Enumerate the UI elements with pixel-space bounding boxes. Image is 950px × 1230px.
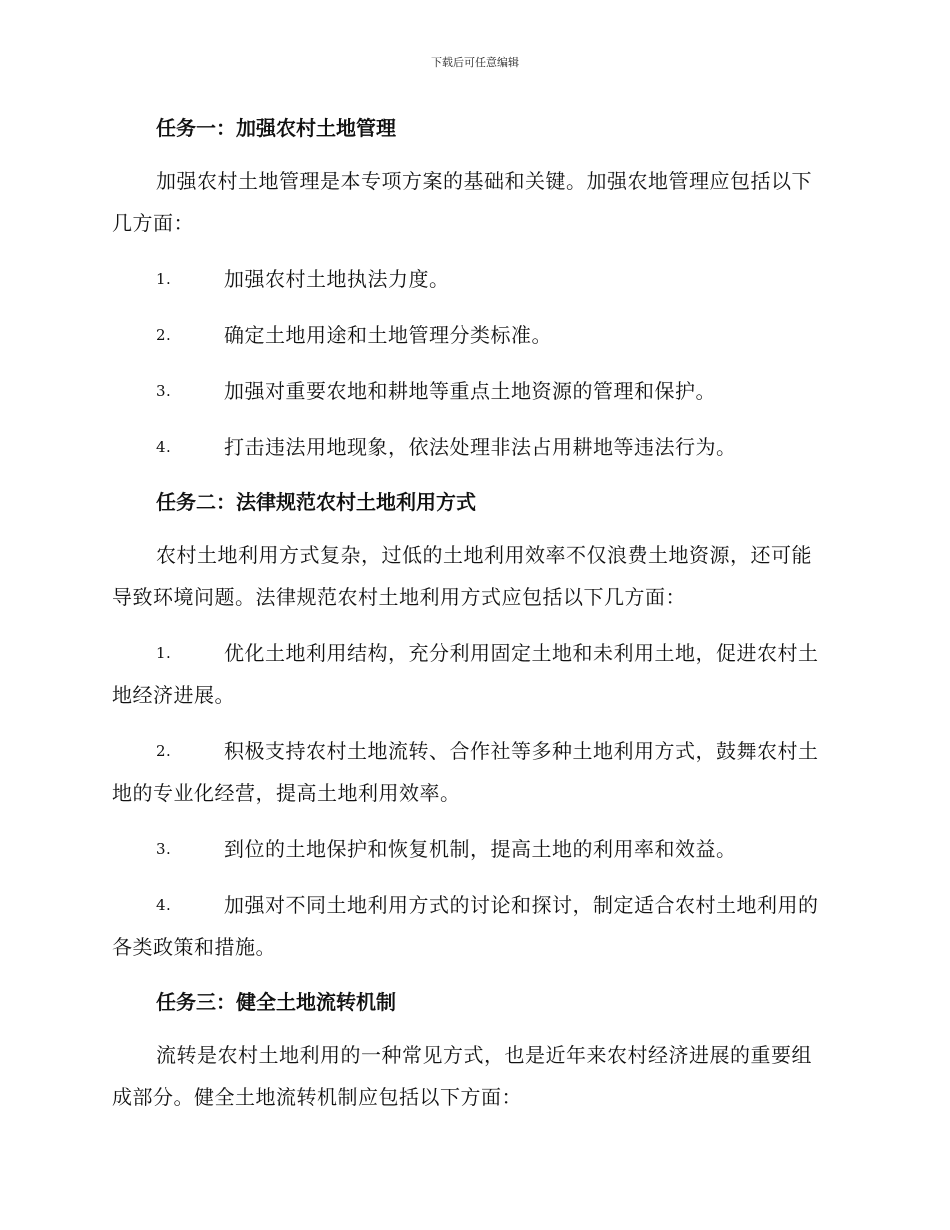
list-number: 1. [156,270,172,288]
section-1-item-3 [112,370,832,412]
list-number: 4. [156,896,172,914]
section-2-item-1 [112,632,832,716]
list-number: 1. [156,644,172,662]
section-3-heading: 任务三：健全土地流转机制 [156,990,396,1014]
section-1-intro: 加强农村土地管理是本专项方案的基础和关键。加强农地管理应包括以下几方面： [112,169,812,235]
list-item-text: 确定土地用途和土地管理分类标准。 [224,323,552,347]
section-1-item-1 [112,258,832,300]
list-item-text: 优化土地利用结构，充分利用固定土地和未利用土地，促进农村土地经济进展。 [112,641,819,707]
section-2-intro: 农村土地利用方式复杂，过低的土地利用效率不仅浪费土地资源，还可能导致环境问题。法律规范农村土地利用方式应包括以下几方面： [112,543,812,609]
list-number: 3. [156,382,172,400]
list-item-text: 加强对重要农地和耕地等重点土地资源的管理和保护。 [224,379,716,403]
section-1-item-4 [112,426,832,468]
section-2-item-3 [112,828,832,870]
page-header: 下载后可任意编辑 [431,56,519,69]
section-1-heading: 任务一：加强农村土地管理 [156,116,396,140]
list-number: 2. [156,326,172,344]
list-number: 2. [156,742,172,760]
list-item-text: 加强对不同土地利用方式的讨论和探讨，制定适合农村土地利用的各类政策和措施。 [112,893,819,959]
list-item-text: 打击违法用地现象，依法处理非法占用耕地等违法行为。 [224,435,737,459]
section-2-item-2 [112,730,832,814]
section-3-intro: 流转是农村土地利用的一种常见方式，也是近年来农村经济进展的重要组成部分。健全土地流转机制应包括以下方面： [112,1043,812,1109]
section-1-item-2 [112,314,832,356]
list-item-text: 积极支持农村土地流转、合作社等多种土地利用方式，鼓舞农村土地的专业化经营，提高土地利用效率。 [112,739,819,805]
list-item-text: 加强农村土地执法力度。 [224,267,450,291]
section-2-item-4 [112,884,832,968]
list-number: 3. [156,840,172,858]
list-item-text: 到位的土地保护和恢复机制，提高土地的利用率和效益。 [224,837,737,861]
section-2-heading: 任务二：法律规范农村土地利用方式 [156,490,476,514]
document-body [112,108,832,1118]
list-number: 4. [156,438,172,456]
